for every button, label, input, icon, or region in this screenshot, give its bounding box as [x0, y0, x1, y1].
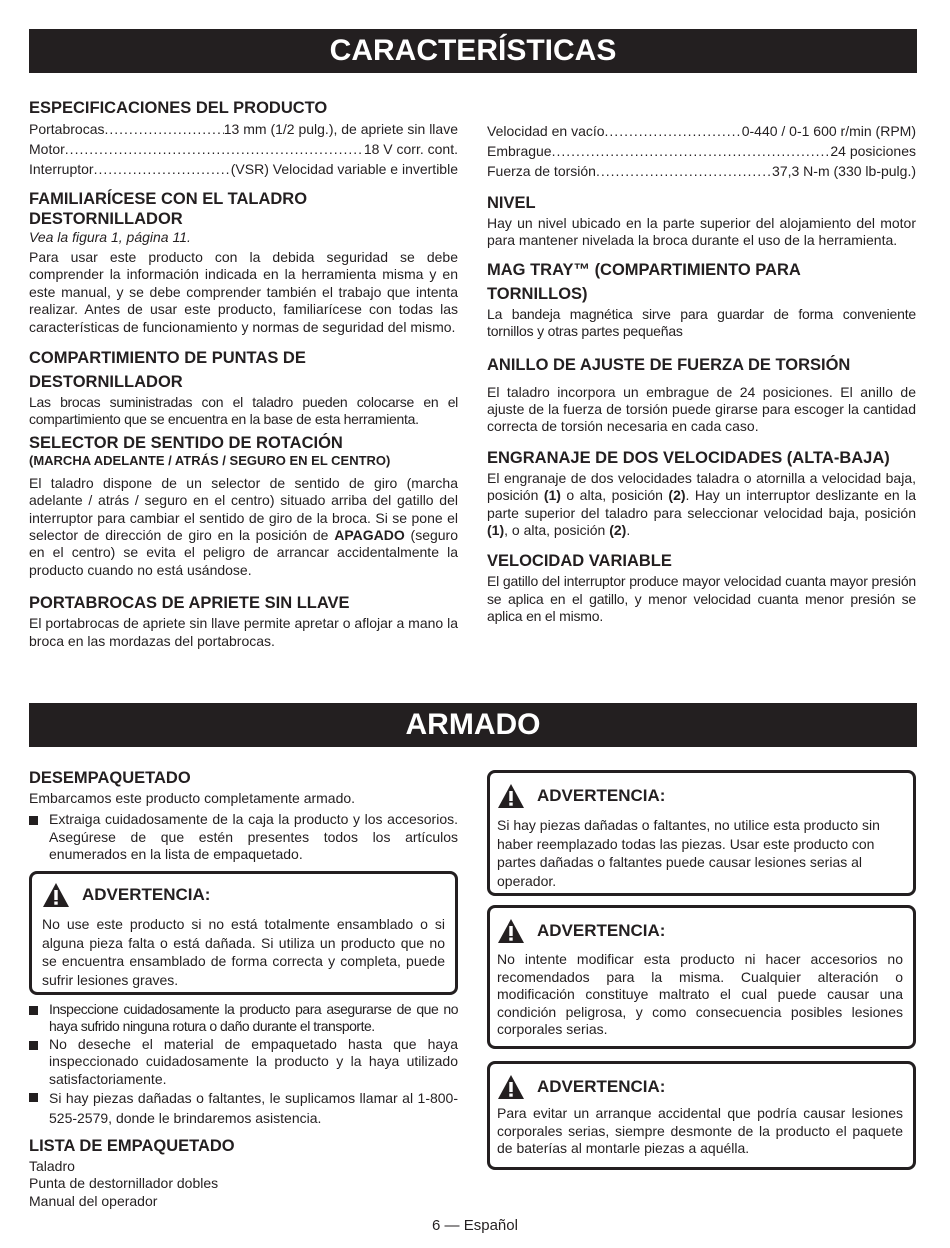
heading-line: DESTORNILLADOR — [29, 373, 183, 392]
familiarice-heading — [29, 189, 458, 229]
warning-text: Para evitar un arranque accidental que podría causar lesiones corporales serias, siempre desmonte de la producto el paquete de baterías al montarle piezas a aquélla. — [497, 1105, 903, 1156]
list-item: Taladro — [29, 1158, 75, 1175]
list-item-text: Si hay piezas dañadas o faltantes, le suplicamos llamar al 1-800-525-2579, donde le brindaremos asistencia. — [49, 1090, 458, 1127]
selector-body: El taladro dispone de un selector de sentido de giro (marcha adelante / atrás / seguro en el centro) situado arriba del gatillo del interruptor para cambiar el sentido de giro de la broca. Si se pone el selector de dirección de giro en la posición de APAGADO (seguro en el centro) se evita el peligro de arrancar accidentalmente la producto cuando no está usándose. — [29, 474, 459, 578]
section-banner-armado: ARMADO — [29, 703, 917, 747]
spec-value: 18 V corr. cont. — [363, 141, 458, 157]
spec-row — [487, 141, 916, 161]
heading-line: TORNILLOS) — [487, 284, 588, 303]
heading-line: DESTORNILLADOR — [29, 210, 183, 228]
list-item: Punta de destornillador dobles — [29, 1175, 219, 1192]
list-item — [29, 1088, 458, 1128]
specs-heading: ESPECIFICACIONES DEL PRODUCTO — [29, 99, 328, 117]
selector-heading: SELECTOR DE SENTIDO DE ROTACIÓN — [29, 433, 343, 452]
portabrocas-heading: PORTABROCAS DE APRIETE SIN LLAVE — [29, 594, 350, 613]
nivel-heading: NIVEL — [487, 194, 536, 212]
section-banner-caracteristicas: CARACTERÍSTICAS — [29, 29, 917, 73]
nivel-body: Hay un nivel ubicado en la parte superior del alojamiento del motor para mantener nivelada la broca durante el uso de la herramienta. — [487, 215, 916, 249]
anillo-body: El taladro incorpora un embrague de 24 posiciones. El anillo de ajuste de la fuerza de torsión puede girarse para escoger la cantidad correcta de torsión necesaria en cada caso. — [487, 383, 916, 435]
warning-box-right-3 — [487, 1061, 916, 1170]
warning-header — [497, 783, 903, 809]
list-item-text: No deseche el material de empaquetado hasta que haya inspeccionado cuidadosamente la producto y la haya utilizado satisfactoriamente. — [49, 1035, 458, 1087]
warning-header — [497, 1074, 903, 1100]
bullet-square-icon — [29, 816, 38, 825]
spec-row — [29, 159, 458, 179]
warning-box-right-1 — [487, 770, 916, 896]
right-column-top — [487, 121, 916, 626]
magtray-heading — [487, 258, 916, 306]
lista-heading: LISTA DE EMPAQUETADO — [29, 1137, 235, 1156]
spec-label: Interruptor — [29, 161, 94, 177]
warning-text: Si hay piezas dañadas o faltantes, no utilice esta producto sin haber reemplazado todas las piezas. Usar este producto con partes dañadas o faltantes puede causar lesiones serias al operador. — [497, 817, 880, 889]
velocidad-body: El gatillo del interruptor produce mayor velocidad cuanta mayor presión se aplica en el gatillo, y menor velocidad cuanta menor presión se aplica en el mismo. — [487, 573, 916, 625]
spec-row — [29, 139, 458, 159]
bullet-square-icon — [29, 1006, 38, 1015]
spec-value: (VSR) Velocidad variable e invertible — [230, 161, 458, 177]
spec-value: 24 posiciones — [830, 143, 916, 159]
list-item — [29, 1001, 458, 1036]
heading-line: MAG TRAY™ (COMPARTIMIENTO PARA — [487, 260, 801, 279]
spec-value: 0-440 / 0-1 600 r/min (RPM) — [741, 123, 916, 139]
specs-left-list — [29, 119, 458, 179]
page-footer: 6 — Español — [432, 1217, 518, 1234]
spec-label: Fuerza de torsión — [487, 163, 596, 179]
spec-row — [487, 121, 916, 141]
engranaje-body: El engranaje de dos velocidades taladra o atornilla a velocidad baja, posición (1) o alta, posición (2). Hay un interruptor deslizante en la parte superior del taladro para seleccionar velocidad baja, posición (1), o alta, posición (2). — [487, 469, 916, 539]
spec-label: Portabrocas — [29, 121, 105, 137]
warning-triangle-icon — [497, 1074, 525, 1100]
warning-label: ADVERTENCIA: — [537, 921, 666, 940]
desempaquetado-heading: DESEMPAQUETADO — [29, 769, 191, 787]
specs-right-list — [487, 121, 916, 181]
list-item: Manual del operador — [29, 1192, 158, 1209]
compartimiento-body: Las brocas suministradas con el taladro pueden colocarse en el compartimiento que se encuentra en la base de esta herramienta. — [29, 394, 458, 428]
left-column-top — [29, 96, 458, 650]
warning-triangle-icon — [497, 918, 525, 944]
warning-text: No use este producto si no está totalmente ensamblado o si alguna pieza falta o está dañada. Si utiliza un producto que no se encuentra ensamblado de forma correcta y completa, puede sufrir lesiones graves. — [42, 916, 445, 988]
left-column-bullets — [29, 1001, 458, 1210]
figure-reference: Vea la figura 1, página 11. — [29, 229, 191, 245]
spec-label: Motor — [29, 141, 65, 157]
list-item-text: Inspeccione cuidadosamente la producto para asegurarse de que no haya sufrido ninguna rotura o daño durante el transporte. — [49, 1001, 458, 1035]
spec-label: Velocidad en vacío — [487, 123, 605, 139]
warning-header — [497, 918, 903, 944]
list-item — [29, 811, 458, 863]
magtray-body: La bandeja magnética sirve para guardar de forma conveniente tornillos y otras partes pequeñas — [487, 305, 916, 340]
desempaquetado-intro: Embarcamos este producto completamente armado. — [29, 790, 356, 806]
warning-text: No intente modificar esta producto ni hacer accesorios no recomendados para la misma. Cualquier alteración o modificación constituye maltrato el cual puede causar una condición peligrosa, y como consecuencia posibles lesiones corporales serias. — [497, 951, 903, 1037]
warning-triangle-icon — [497, 783, 525, 809]
spec-row — [29, 119, 458, 139]
bullet-square-icon — [29, 1093, 38, 1102]
portabrocas-body: El portabrocas de apriete sin llave permite apretar o aflojar a mano la broca en las mordazas del portabrocas. — [29, 615, 458, 649]
heading-line: FAMILIARÍCESE CON EL TALADRO — [29, 190, 308, 208]
spec-label: Embrague — [487, 143, 552, 159]
velocidad-heading: VELOCIDAD VARIABLE — [487, 552, 672, 571]
list-item-text: Extraiga cuidadosamente de la caja la producto y los accesorios. Asegúrese de que estén presentes todos los artículos enumerados en la lista de empaquetado. — [49, 811, 458, 863]
spec-value: 13 mm (1/2 pulg.), de apriete sin llave — [223, 121, 458, 137]
warning-triangle-icon — [42, 882, 70, 908]
familiarice-body: Para usar este producto con la debida seguridad se debe comprender la información indicada en la herramienta misma y en este manual, y se debe comprender también el trabajo que intenta realizar. Antes de usar este producto, familiarícese con todas las características de funcionamiento y normas de seguridad del mismo. — [29, 249, 458, 335]
spec-value: 37,3 N-m (330 lb-pulg.) — [772, 163, 916, 179]
bullet-square-icon — [29, 1041, 38, 1050]
warning-box-right-2 — [487, 905, 916, 1049]
left-column-bottom — [29, 766, 458, 864]
warning-header — [42, 882, 445, 908]
heading-line: COMPARTIMIENTO DE PUNTAS DE — [29, 349, 306, 368]
warning-label: ADVERTENCIA: — [82, 885, 211, 904]
warning-label: ADVERTENCIA: — [537, 1077, 666, 1096]
anillo-heading: ANILLO DE AJUSTE DE FUERZA DE TORSIÓN — [487, 355, 851, 374]
engranaje-heading: ENGRANAJE DE DOS VELOCIDADES (ALTA-BAJA) — [487, 448, 890, 467]
list-item — [29, 1036, 458, 1088]
compartimiento-heading — [29, 346, 458, 394]
selector-subheading: (MARCHA ADELANTE / ATRÁS / SEGURO EN EL CENTRO) — [29, 452, 391, 468]
warning-label: ADVERTENCIA: — [537, 786, 666, 805]
warning-box-left — [29, 871, 458, 995]
spec-row — [487, 161, 916, 181]
